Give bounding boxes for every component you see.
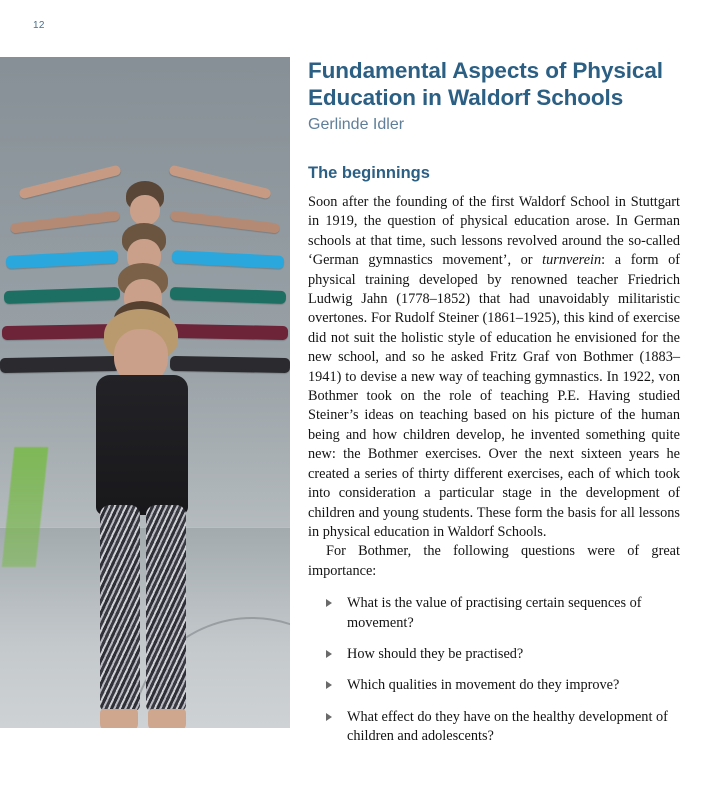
list-item-label: Which qualities in movement do they improve?: [347, 677, 620, 694]
article-title: Fundamental Aspects of Physical Education in Waldorf Schools: [308, 58, 663, 110]
arm-right-maroon-sleeve: [170, 324, 288, 340]
list-item-label: How should they be practised?: [347, 645, 524, 662]
list-item: [326, 645, 680, 664]
paragraph-1: [308, 193, 680, 542]
arm-left-black-sleeve: [0, 356, 120, 373]
paragraph-1-italic-term: turnverein: [542, 252, 602, 269]
front-figure-leg-right: [146, 505, 186, 711]
front-figure-torso: [96, 375, 188, 515]
front-figure-foot-left: [100, 709, 138, 728]
list-item-label: What is the value of practising certain sequences of movement?: [347, 595, 642, 631]
paragraph-2: For Bothmer, the following questions were of great importance:: [308, 543, 680, 579]
face-back-1: [130, 195, 160, 225]
list-item: [326, 708, 680, 747]
photo-background: [0, 57, 290, 728]
front-figure-leg-left: [100, 505, 140, 711]
front-figure-foot-right: [148, 709, 186, 728]
list-item-label: What effect do they have on the healthy development of children and adolescents?: [347, 708, 668, 745]
list-item: [326, 676, 680, 695]
page-number: 12: [33, 20, 45, 31]
gymnastics-photo: [0, 57, 290, 728]
arm-left-maroon-sleeve: [2, 324, 120, 340]
paragraph-1-part-b: : a form of physical training developed by renowned teacher Friedrich Ludwig Jahn (1778–1852) that had unavoidably militaristic overtones. For Rudolf Steiner (1861–1925), this kind of exercise did not suit the holistic style of education he envisioned for the new school, and so he asked Fritz Graf von Bothmer (1883–1941) to devise a new way of teaching gymnastics. In 1922, von Bothmer took on the role of teaching P.E. Having studied Steiner’s ideas on teaching based on his picture of the human being and how children develop, he invented something quite new: the Bothmer exercises. Over the next sixteen years he created a series of thirty different exercises, each of which took into consideration a particular stage in the development of children and young students. These form the basis for all lessons in physical education in Waldorf Schools.: [308, 252, 680, 540]
arm-right-black-sleeve: [170, 356, 290, 373]
text-column: [308, 57, 680, 747]
article-author: Gerlinde Idler: [308, 116, 405, 133]
questions-list: [308, 594, 680, 746]
list-item: [326, 594, 680, 633]
triangle-bullet-icon: [326, 599, 332, 607]
paragraph-1-part-a: Soon after the founding of the first Waldorf School in Stuttgart in 1919, the question of physical education arose. In German schools at that time, such lessons revolved around the so-called ‘German gymnastics movement’, or: [308, 194, 680, 269]
section-heading: The beginnings: [308, 164, 430, 182]
triangle-bullet-icon: [326, 650, 332, 658]
triangle-bullet-icon: [326, 681, 332, 689]
triangle-bullet-icon: [326, 713, 332, 721]
floor-edge-line: [0, 527, 290, 528]
